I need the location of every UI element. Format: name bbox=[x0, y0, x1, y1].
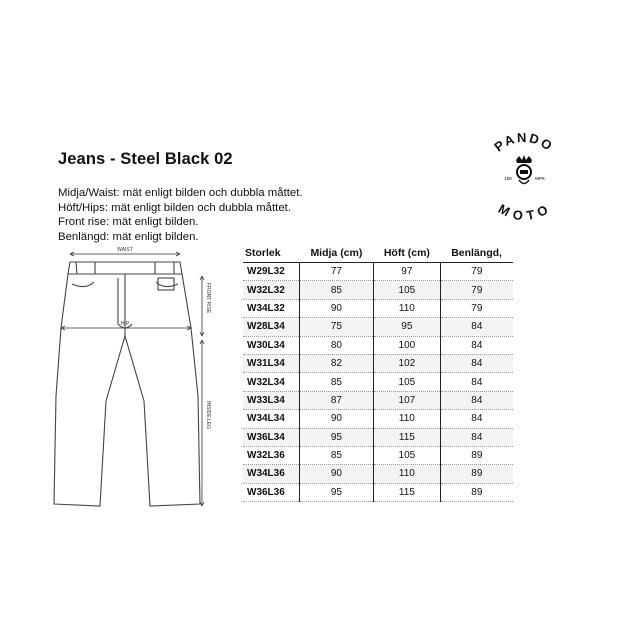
cell-leg-length: 84 bbox=[440, 373, 513, 391]
cell-waist: 85 bbox=[299, 281, 373, 299]
table-row bbox=[243, 263, 513, 281]
header-hips: Höft (cm) bbox=[374, 244, 441, 263]
cell-size: W30L34 bbox=[243, 336, 299, 354]
instruction-leg-length: Benlängd: mät enligt bilden. bbox=[58, 230, 199, 243]
header-leg-length: Benlängd, bbox=[440, 244, 513, 263]
table-row bbox=[243, 299, 513, 317]
cell-hips: 102 bbox=[374, 354, 441, 372]
cell-hips: 105 bbox=[374, 281, 441, 299]
cell-size: W34L32 bbox=[243, 299, 299, 317]
cell-leg-length: 89 bbox=[440, 446, 513, 464]
header-size: Storlek bbox=[243, 244, 299, 263]
cell-waist: 95 bbox=[299, 428, 373, 446]
cell-waist: 90 bbox=[299, 465, 373, 483]
cell-leg-length: 79 bbox=[440, 263, 513, 281]
cell-hips: 107 bbox=[374, 391, 441, 409]
cell-leg-length: 84 bbox=[440, 354, 513, 372]
table-row bbox=[243, 483, 513, 501]
cell-size: W28L34 bbox=[243, 318, 299, 336]
cell-waist: 80 bbox=[299, 336, 373, 354]
cell-size: W34L36 bbox=[243, 465, 299, 483]
cell-leg-length: 84 bbox=[440, 410, 513, 428]
label-front-rise: FRONT RISE bbox=[205, 283, 211, 314]
cell-waist: 85 bbox=[299, 373, 373, 391]
table-row bbox=[243, 465, 513, 483]
pando-moto-logo bbox=[474, 130, 574, 220]
table-row bbox=[243, 373, 513, 391]
table-row bbox=[243, 318, 513, 336]
table-row bbox=[243, 410, 513, 428]
svg-text:100: 100 bbox=[504, 176, 512, 181]
table-row bbox=[243, 354, 513, 372]
cell-hips: 115 bbox=[374, 428, 441, 446]
cell-size: W36L36 bbox=[243, 483, 299, 501]
table-row bbox=[243, 446, 513, 464]
cell-leg-length: 84 bbox=[440, 391, 513, 409]
cell-size: W33L34 bbox=[243, 391, 299, 409]
cell-hips: 110 bbox=[374, 410, 441, 428]
cell-waist: 90 bbox=[299, 410, 373, 428]
cell-waist: 82 bbox=[299, 354, 373, 372]
table-header-row bbox=[243, 244, 513, 263]
cell-hips: 115 bbox=[374, 483, 441, 501]
cell-leg-length: 79 bbox=[440, 299, 513, 317]
table-row bbox=[243, 391, 513, 409]
cell-hips: 100 bbox=[374, 336, 441, 354]
jeans-measurement-diagram bbox=[50, 236, 210, 526]
table-row bbox=[243, 281, 513, 299]
cell-leg-length: 79 bbox=[440, 281, 513, 299]
table-row bbox=[243, 336, 513, 354]
cell-size: W32L34 bbox=[243, 373, 299, 391]
cell-leg-length: 84 bbox=[440, 318, 513, 336]
label-waist: WAIST bbox=[117, 247, 133, 253]
header-waist: Midja (cm) bbox=[299, 244, 373, 263]
cell-size: W31L34 bbox=[243, 354, 299, 372]
jeans-outline bbox=[54, 262, 200, 506]
cell-waist: 95 bbox=[299, 483, 373, 501]
cell-waist: 87 bbox=[299, 391, 373, 409]
cell-size: W32L32 bbox=[243, 281, 299, 299]
label-inside-leg: INSIDE LEG bbox=[205, 401, 211, 430]
cell-waist: 85 bbox=[299, 446, 373, 464]
cell-leg-length: 84 bbox=[440, 336, 513, 354]
cell-waist: 90 bbox=[299, 299, 373, 317]
instruction-waist: Midja/Waist: mät enligt bilden och dubbla måttet. bbox=[58, 187, 303, 199]
cell-hips: 110 bbox=[374, 299, 441, 317]
instruction-front-rise: Front rise: mät enligt bilden. bbox=[58, 216, 199, 229]
cell-hips: 105 bbox=[374, 373, 441, 391]
svg-text:MPK: MPK bbox=[535, 176, 545, 181]
cell-leg-length: 84 bbox=[440, 428, 513, 446]
cell-hips: 97 bbox=[374, 263, 441, 281]
cell-hips: 110 bbox=[374, 465, 441, 483]
cell-leg-length: 89 bbox=[440, 465, 513, 483]
cell-size: W32L36 bbox=[243, 446, 299, 464]
svg-text:MOTO: MOTO bbox=[496, 200, 553, 220]
crown-helmet-icon bbox=[516, 155, 532, 184]
cell-waist: 77 bbox=[299, 263, 373, 281]
cell-size: W29L32 bbox=[243, 263, 299, 281]
cell-leg-length: 89 bbox=[440, 483, 513, 501]
cell-size: W34L34 bbox=[243, 410, 299, 428]
label-hip: HIP bbox=[120, 321, 130, 327]
page-title: Jeans - Steel Black 02 bbox=[58, 150, 233, 168]
cell-size: W36L34 bbox=[243, 428, 299, 446]
cell-hips: 95 bbox=[374, 318, 441, 336]
cell-hips: 105 bbox=[374, 446, 441, 464]
table-row bbox=[243, 428, 513, 446]
cell-waist: 75 bbox=[299, 318, 373, 336]
svg-text:PANDO: PANDO bbox=[491, 130, 557, 155]
instruction-hips: Höft/Hips: mät enligt bilden och dubbla måttet. bbox=[58, 201, 292, 214]
size-chart-table bbox=[243, 244, 513, 502]
